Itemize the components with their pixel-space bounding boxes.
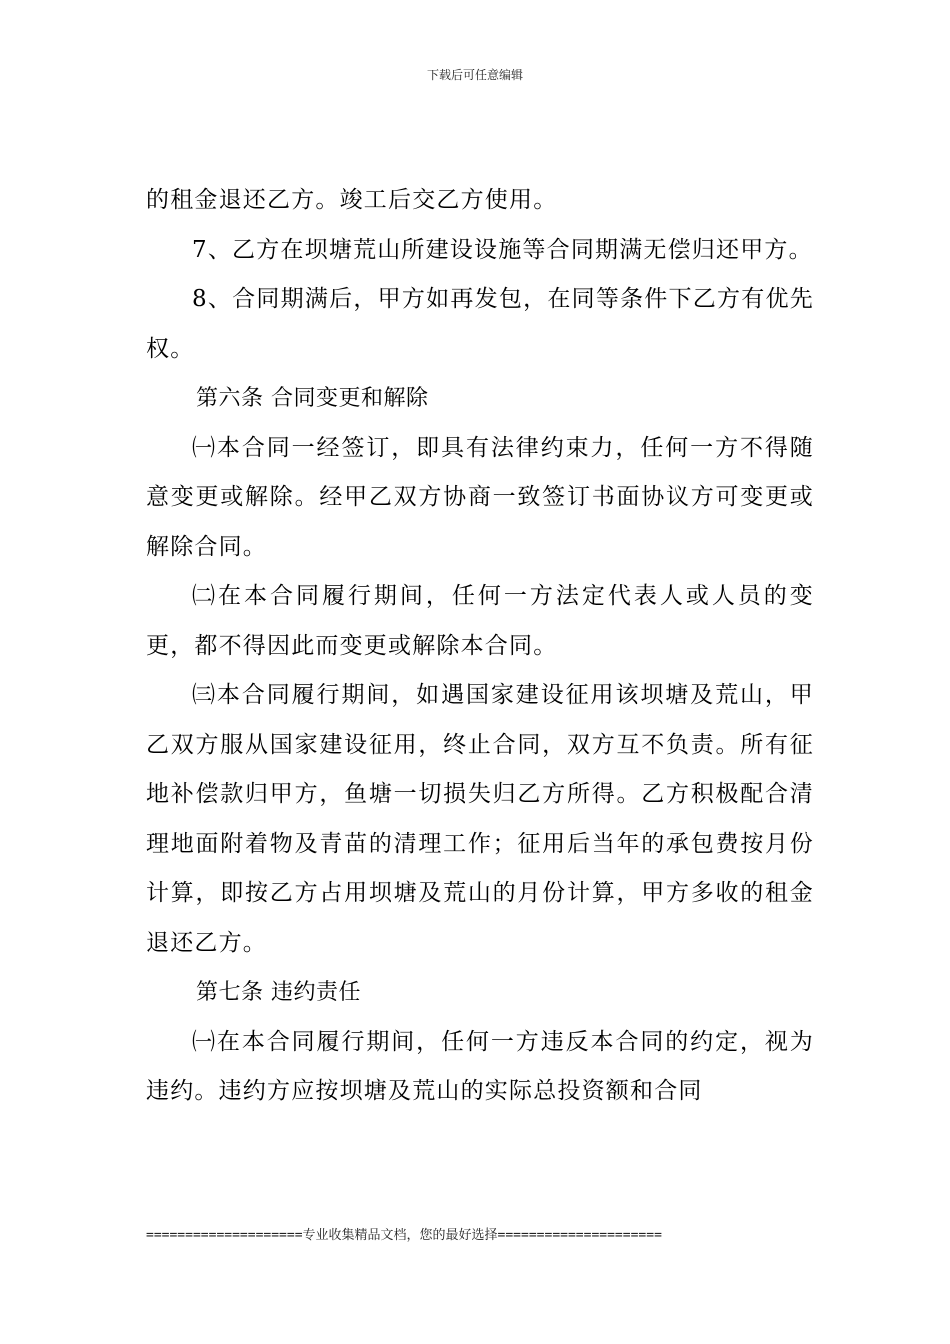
- page-footer-banner: ====================专业收集精品文档，您的最好选择=====================: [146, 1228, 662, 1243]
- paragraph-article-6-item-2: ㈡在本合同履行期间，任何一方法定代表人或人员的变更，都不得因此而变更或解除本合同。: [146, 583, 814, 659]
- document-body: [146, 176, 814, 1117]
- page-header-note: 下载后可任意编辑: [426, 68, 523, 82]
- paragraph-article-6-item-1: ㈠本合同一经签订，即具有法律约束力，任何一方不得随意变更或解除。经甲乙双方协商一致签订书面协议方可变更或解除合同。: [146, 434, 814, 560]
- heading-article-7: 第七条 违约责任: [196, 980, 361, 1005]
- paragraph-continuation: 的租金退还乙方。竣工后交乙方使用。: [146, 187, 558, 213]
- paragraph-clause-8: 8、合同期满后，甲方如再发包，在同等条件下乙方有优先权。: [146, 286, 814, 362]
- heading-article-6: 第六条 合同变更和解除: [196, 386, 429, 411]
- paragraph-clause-7: 7、乙方在坝塘荒山所建设设施等合同期满无偿归还甲方。: [192, 236, 813, 263]
- paragraph-article-6-item-3: ㈢本合同履行期间，如遇国家建设征用该坝塘及荒山，甲乙双方服从国家建设征用，终止合同，双方互不负责。所有征地补偿款归甲方，鱼塘一切损失归乙方所得。乙方积极配合清理地面附着物及青苗的清理工作；征用后当年的承包费按月份计算，即按乙方占用坝塘及荒山的月份计算，甲方多收的租金退还乙方。: [146, 682, 814, 956]
- paragraph-article-7-item-1: ㈠在本合同履行期间，任何一方违反本合同的约定，视为违约。违约方应按坝塘及荒山的实际总投资额和合同: [146, 1028, 814, 1104]
